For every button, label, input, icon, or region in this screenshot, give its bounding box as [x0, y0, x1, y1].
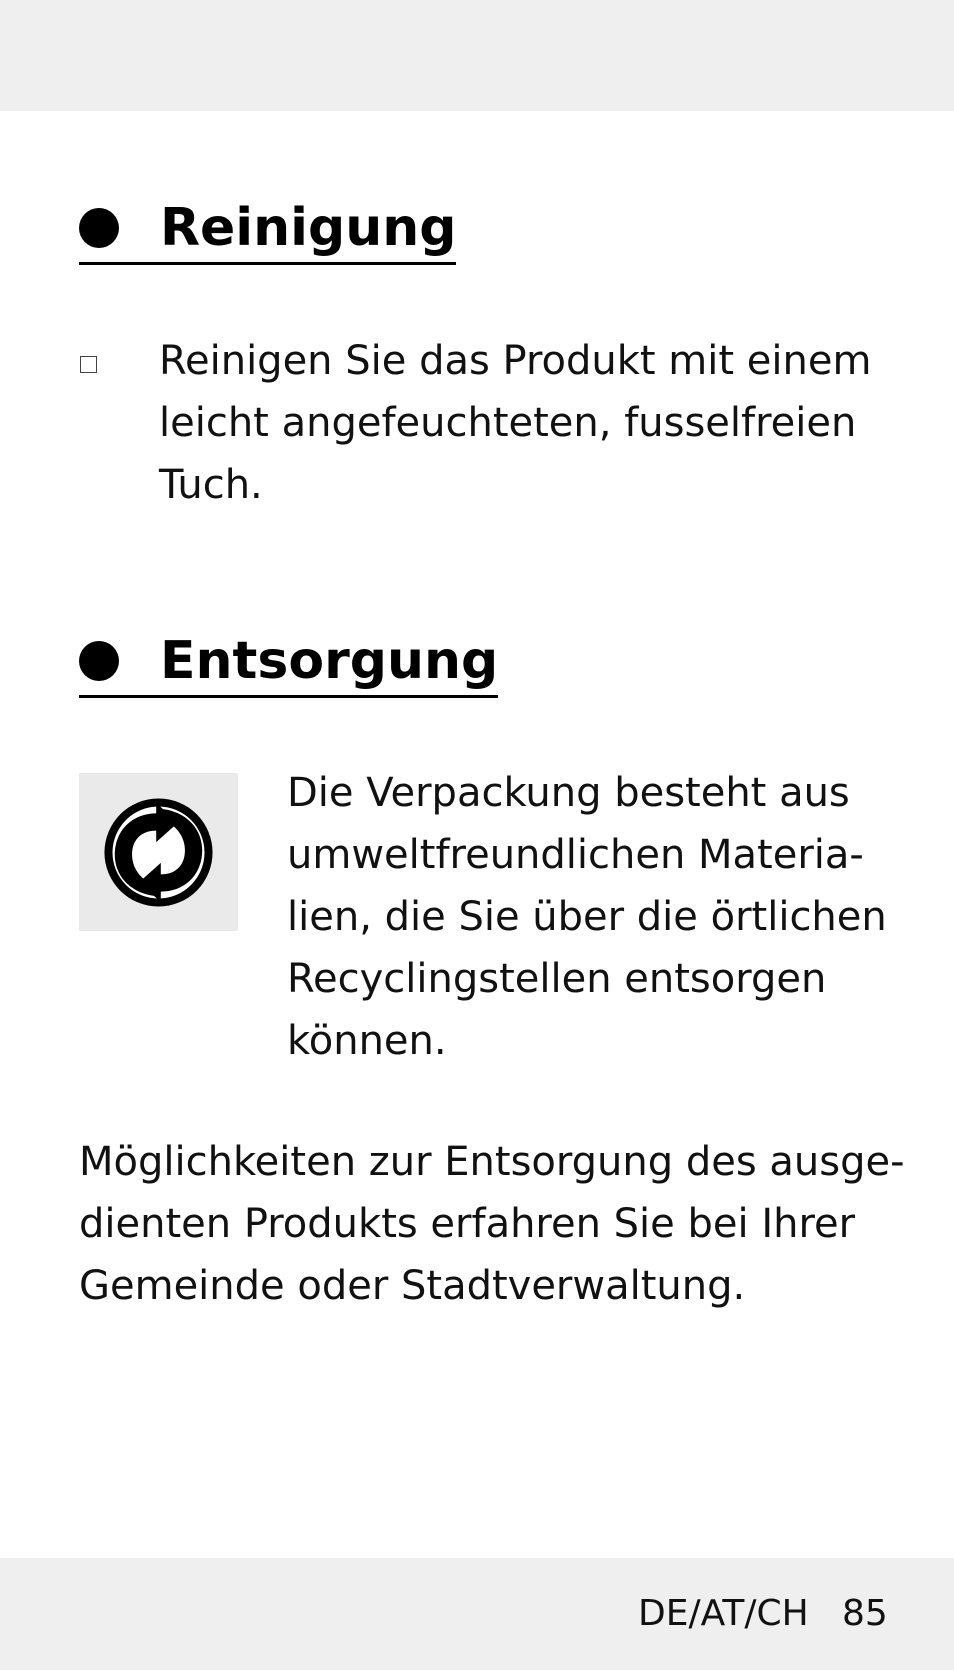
heading-text: Entsorgung [160, 631, 499, 691]
heading-text: Reinigung [160, 198, 457, 258]
recycling-logo-graphic [101, 795, 216, 910]
text-line: umweltfreundlichen Materia- [287, 832, 864, 878]
text-line: können. [287, 1018, 447, 1064]
text-line: lien, die Sie über die örtlichen [287, 894, 887, 940]
cleaning-instruction [159, 330, 871, 516]
list-checkbox-icon [80, 356, 97, 373]
text-line: Gemeinde oder Stadtverwaltung. [79, 1263, 746, 1309]
heading-bullet-icon [79, 641, 119, 681]
text-line: Die Verpackung besteht aus [287, 770, 850, 816]
text-line: leicht angefeuchteten, fusselfreien [159, 400, 857, 446]
text-line: Recyclingstellen entsorgen [287, 956, 827, 1002]
section-heading-disposal [79, 631, 498, 698]
packaging-info [287, 762, 887, 1072]
text-line: Reinigen Sie das Produkt mit einem [159, 338, 872, 384]
text-line: Möglichkeiten zur Entsorgung des ausge- [79, 1139, 905, 1185]
disposal-info [79, 1131, 905, 1317]
heading-bullet-icon [79, 208, 119, 248]
green-dot-recycling-icon [79, 773, 238, 931]
header-band [0, 0, 954, 111]
footer-region: DE/AT/CH [638, 1593, 809, 1634]
section-heading-cleaning [79, 198, 456, 265]
text-line: dienten Produkts erfahren Sie bei Ihrer [79, 1201, 856, 1247]
page-number: 85 [842, 1593, 888, 1634]
text-line: Tuch. [159, 462, 263, 508]
footer-band [0, 1558, 954, 1670]
